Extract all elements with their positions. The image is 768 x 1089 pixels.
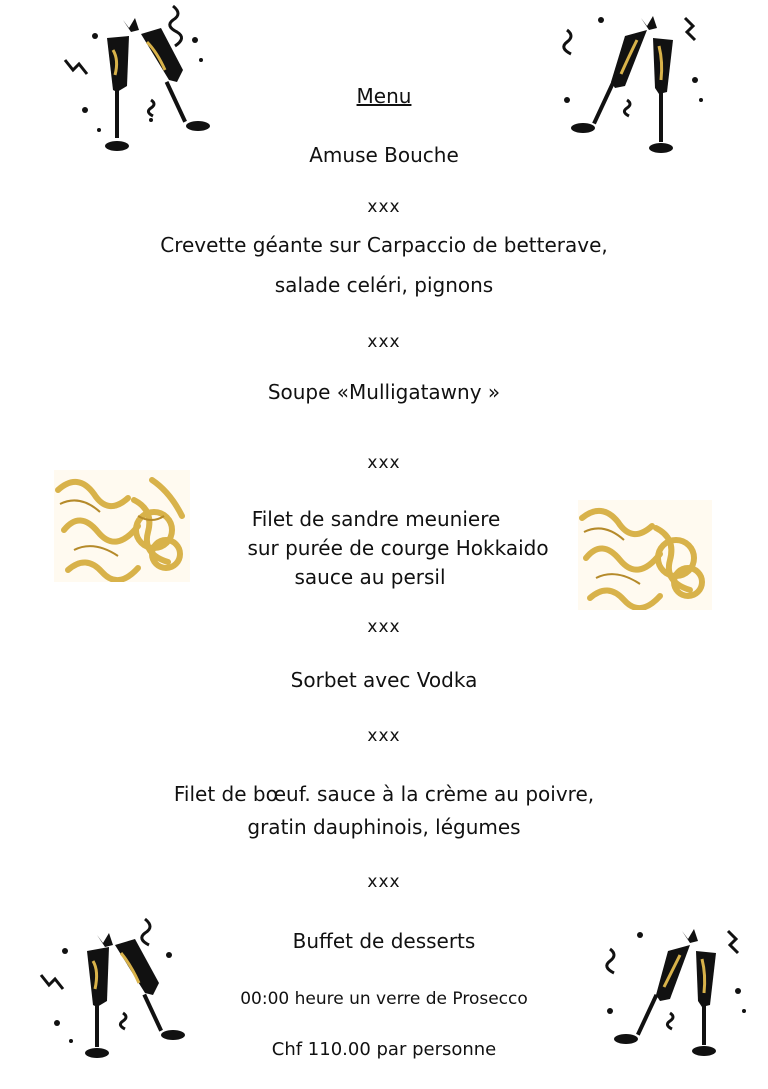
price: Chf 110.00 par personne (271, 1039, 497, 1060)
separator: xxx (367, 726, 401, 746)
separator: xxx (367, 197, 401, 217)
sorbet: Sorbet avec Vodka (290, 668, 478, 692)
fish-line-2: sur purée de courge Hokkaido (247, 536, 549, 560)
amuse-bouche: Amuse Bouche (309, 143, 459, 167)
soup: Soupe «Mulligatawny » (267, 380, 501, 404)
separator: xxx (367, 872, 401, 892)
champagne-toast-icon (55, 0, 215, 160)
midnight-prosecco: 00:00 heure un verre de Prosecco (240, 989, 528, 1009)
separator: xxx (367, 617, 401, 637)
menu-title: Menu (356, 84, 412, 108)
beef-line-1: Filet de bœuf. sauce à la crème au poivre, (173, 782, 595, 806)
dessert: Buffet de desserts (292, 929, 476, 953)
starter-line-2: salade celéri, pignons (274, 273, 494, 297)
beef-line-2: gratin dauphinois, légumes (247, 815, 521, 839)
champagne-toast-icon (555, 0, 715, 160)
starter-line-1: Crevette géante sur Carpaccio de betterave, (160, 233, 608, 257)
separator: xxx (367, 332, 401, 352)
fish-line-3: sauce au persil (294, 565, 446, 589)
separator: xxx (367, 453, 401, 473)
fish-line-1: Filet de sandre meuniere (251, 507, 501, 531)
